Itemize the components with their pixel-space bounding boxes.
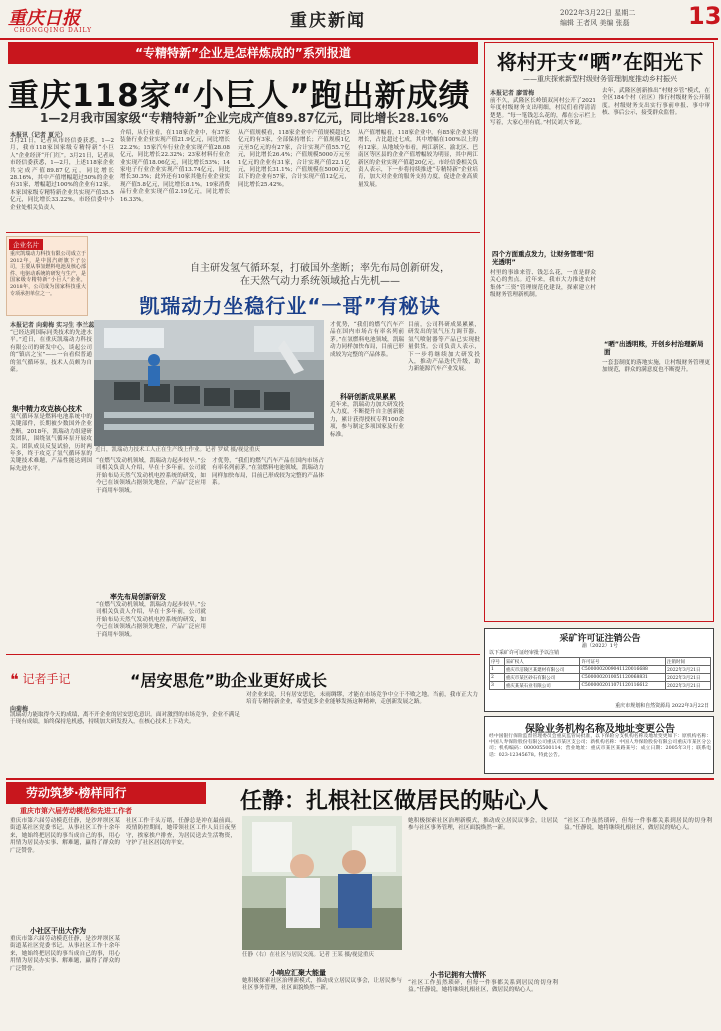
village-finance-subheadline: ——重庆探索新型村级财务管理制度推动乡村振兴 (523, 75, 677, 83)
feature-kicker-line1: 自主研发氢气循环泵，打破国外垄断；率先布局创新研发， (190, 263, 450, 274)
insurance-notice (484, 716, 714, 774)
table-cell: 2 (490, 674, 505, 682)
labor-photo (242, 816, 402, 950)
labor-col1b: 重庆市第六届劳动模范任静，是沙坪坝区某街道某社区党委书记。从事社区工作十余年来，她始终把居民的事当成自己的事，用心用情为居民办实事、解难题，赢得了群众的广泛赞誉。 (10, 936, 120, 972)
labor-subhead-1: 小社区干出大作为 (30, 927, 86, 935)
date-line: 2022年3月22日 星期二 (560, 9, 636, 17)
labor-series-banner: 劳动筑梦·榜样同行 (6, 782, 206, 804)
lead-headline: 重庆118家“小巨人”跑出新成绩 (8, 78, 471, 114)
feature-subhead-3: 科研创新成果累累 (340, 393, 396, 401)
table-cell: 2022年3月21日 (665, 674, 710, 682)
permit-notice-title: 采矿许可证注销公告 (559, 634, 641, 644)
company-card-title: 企业名片 (9, 239, 43, 250)
feature-kicker (160, 262, 480, 288)
labor-subhead-2: 小响应汇聚大能量 (270, 969, 326, 977)
lead-body-col2: 介绍，从行业看，在118家企业中，有37家装备行业企业实现产值21.9亿元，同比增长22.2%；15家汽车行业企业实现产值28.08亿元，同比增长22.32%；23家材料行业企业实现产值18.06亿元，同比增长53%；14家电子行业企业实现产值13.74亿元，同比增长30.3%；此外还有10家其他行业企业实现产值5.8亿元，同比增长8.1%，19家消费品行业企业实现产值2.19亿元，同比增长16.33%。 (120, 130, 230, 203)
table-header: 序号 (490, 658, 505, 666)
feature-col1b: 氢气循环泵是燃料电池系统中的关键部件，长期被少数国外企业垄断。2018年，凯瑞动力组建研发团队，围绕氢气循环泵开展攻关。团队成员反复试验，历时两年多，终于攻克了氢气循环泵的关键技术难题，产品性能达到国际先进水平。 (10, 414, 92, 472)
reporter-notes-col1: 凯瑞动力能取得今天的成绩，离不开企业的居安思危意识。面对激烈的市场竞争，企业不满足于现有成绩，始终保持危机感，持续加大研发投入，在核心技术上下功夫。 (10, 712, 240, 726)
newspaper-logo: 重庆日报 (8, 8, 80, 29)
section-divider (6, 654, 480, 655)
feature-col3-top: 才优势，“我们的燃气汽车产品在国内市场占有率名列前茅。”在氢燃料电池领域，凯瑞动力同样加快布局，目前已形成较为完整的产品体系。 (330, 322, 404, 358)
feature-col4: 目前，公司科研成果累累，研发出的氢气压力调节器、氢气喷射器等产品已实现批量供货。公司负责人表示，下一步将继续加大研发投入，推动产品迭代升级，助力新能源汽车产业发展。 (408, 322, 480, 373)
series-banner: “专精特新”企业是怎样炼成的”系列报道 (8, 42, 478, 64)
table-cell: 3 (490, 682, 505, 690)
labor-col4: “社区工作虽然琐碎，但每一件事都关系到居民的切身利益。”任静说，她将继续扎根社区，做居民的贴心人。 (408, 980, 558, 994)
lead-body-col1: 3月21日，记者从市经信委获悉，1—2月，我市118家国家级专精特新“小巨人”企业经济“开门红”。3月21日，记者从市经信委获悉，1—2月，上述118家企业共完成产值89.87亿元，同比增长28.16%，其中产值增幅超过50%的企业有31家，增幅超过100%的企业有12家。本家国家级专精特新企业共实现产值35.5亿元，同比增长33.22%。市经信委中小企业处相关负责人 (10, 138, 114, 211)
village-finance-subhead-1: 四个方面重点发力，让财务管理“阳光透明” (492, 250, 594, 266)
page-number: 13 (688, 2, 721, 30)
table-header: 采矿权人 (504, 658, 580, 666)
table-cell: 1 (490, 666, 505, 674)
table-cell: 重庆市某区砂石有限公司 (504, 674, 580, 682)
village-finance-col1: 前不久，武隆区长岭镇双河村公开了2021年度村级财务支出明细，村民们看得清清楚楚。“每一笔钱怎么花的，都在公示栏上写着，大家心里有底。”村民刘大爷说。 (490, 98, 596, 127)
labor-headline: 任静：扎根社区做居民的贴心人 (240, 789, 549, 814)
labor-subhead-3: 小书记拥有大情怀 (430, 971, 486, 979)
table-cell: 重庆市涪陵区某建材有限公司 (504, 666, 580, 674)
labor-photo-caption: 任静（右）在社区与居民交流。记者 王某 摄/视觉重庆 (242, 952, 374, 958)
village-finance-col2b: 一套套制度的落地实施，让村级财务管理更加规范，群众的满意度也不断提升。 (602, 360, 710, 374)
table-cell: 2022年3月21日 (665, 666, 710, 674)
lead-body-col3: 从产值规模看，118家企业中产值规模超过5亿元的有3家，全部保持增长；产值规模1亿元至5亿元的有27家，合计实现产值55.7亿元，同比增长26.4%；产值规模5000万元至1亿元的企业有31家，合计实现产值22.1亿元，同比增长31.1%；产值规模在5000万元以下的企业有57家，合计实现产值12亿元，同比增长25.42%。 (238, 130, 350, 188)
table-cell: 2022年3月21日 (665, 682, 710, 690)
feature-kicker-line2: 在天然气动力系统领域抢占先机—— (240, 276, 400, 287)
feature-byline: 本报记者 向菊梅 实习生 李兰蕊 (10, 322, 95, 329)
table-header: 许可证号 (580, 658, 665, 666)
labor-col1: 重庆市第六届劳动模范任静，是沙坪坝区某街道某社区党委书记。从事社区工作十余年来，她始终把居民的事当成自己的事，用心用情为居民办实事、解难题，赢得了群众的广泛赞誉。 (10, 818, 120, 854)
section-divider (6, 232, 480, 233)
reporter-notes-label (10, 670, 110, 700)
company-card-body: 重庆凯瑞动力科技有限公司成立于2012年，是中国汽研旗下子公司，主要从事氢燃料电池及核心部件、电驱动系统的研发与生产，是国家级专精特新“小巨人”企业，2018年，公司成为国家科技重大专项承担单位之一。 (10, 251, 86, 297)
permit-notice (484, 628, 714, 712)
table-cell: 重庆某某石业有限公司 (504, 682, 580, 690)
masthead (0, 0, 721, 40)
editor-line: 编辑 王者风 美编 张磊 (560, 19, 630, 27)
factory-photo (94, 320, 324, 446)
permit-notice-footer: 重庆市规划和自然资源局 2022年3月22日 (615, 703, 709, 709)
section-title: 重庆新闻 (290, 11, 366, 31)
labor-col2: 社区工作千头万绪，任静总是冲在最前面。疫情防控期间，她带领社区工作人员日夜坚守，挨家挨户排查，为居民送去生活物资，守护了社区居民的平安。 (126, 818, 236, 847)
section-divider (6, 778, 714, 780)
village-finance-col1b: 村里的事谁来管、钱怎么花，一直是群众关心的焦点。近年来，我市大力推进农村集体“三资”管理规范化建设，探索建立村级财务管理新机制。 (490, 270, 596, 299)
labor-col3b: 她积极探索社区治理新模式，推动成立居民议事会，让居民参与社区事务管理，社区面貌焕然一新。 (408, 818, 558, 832)
labor-series-sub: 重庆市第六届劳动模范和先进工作者 (20, 806, 132, 815)
table-cell: C5000002010051120068831 (580, 674, 665, 682)
feature-subhead-1: 集中精力攻克核心技术 (12, 405, 82, 413)
lead-byline: 本报讯（记者 夏元） (10, 132, 67, 139)
feature-col2b: “在燃气发动机领域，凯瑞动力起步较早。”公司相关负责人介绍，早在十多年前，公司就开始布局天然气发动机电控系统的研发，如今已在该领域占据领先地位，产品广泛应用于商用车领域。 (96, 602, 206, 638)
table-cell: C5000002011071120116612 (580, 682, 665, 690)
table-cell: C5000002009041120016688 (580, 666, 665, 674)
lead-body-col4: 从产值增幅看，118家企业中，有85家企业实现增长，占比超过七成，其中增幅在100%以上的有12家。从地域分布看，两江新区、渝北区、巴南区等区县的企业产值增幅较为明显，其中两江新区的企业实现产值超20亿元。市经信委相关负责人表示，下一步将持续推进“专精特新”企业培育，加大对企业的服务支持力度，促进企业高质量发展。 (358, 130, 478, 188)
reporter-notes-text: 记者手记 (22, 672, 71, 686)
table-header: 注销时间 (665, 658, 710, 666)
permit-notice-table (489, 657, 711, 690)
village-finance-col2: 去年，武隆区创新推出“村财乡管”模式，在全区184个村（社区）推行村级财务公开制度。村级财务支出实行事前申报、事中审核、事后公示，接受群众监督。 (602, 88, 710, 117)
newspaper-logo-sub: CHONGQING DAILY (14, 27, 93, 34)
reporter-notes-col2: 对企业来说，只有居安思危，未雨绸缪，才能在市场竞争中立于不败之地。当前，我市正大力培育专精特新企业，希望更多企业能够发扬这种精神，走创新发展之路。 (246, 692, 478, 706)
permit-notice-intro: 以下采矿许可证经审批予以注销 (489, 650, 560, 656)
feature-subhead-2: 率先布局创新研发 (110, 593, 166, 601)
village-finance-byline: 本报记者 廖雪梅 (490, 90, 535, 97)
feature-col2: “在燃气发动机领域，凯瑞动力起步较早。”公司相关负责人介绍，早在十多年前，公司就开始布局天然气发动机电控系统的研发，如今已在该领域占据领先地位，产品广泛应用于商用车领域。 (96, 458, 206, 494)
table-row (490, 674, 711, 682)
company-card (6, 236, 88, 316)
insurance-notice-title: 保险业务机构名称及地址变更公告 (525, 724, 675, 735)
permit-notice-number: 渝（2022）1号 (582, 643, 618, 649)
labor-col3: 她积极探索社区治理新模式，推动成立居民议事会，让居民参与社区事务管理，社区面貌焕然一新。 (242, 978, 402, 992)
feature-col1: “已经达到国际同类技术的先进水平。”近日，在重庆凯瑞动力科技有限公司的研发中心，谈起公司的“镇店之宝”——一台看似普通的氢气循环泵，技术人员颇为自豪。 (10, 330, 92, 374)
reporter-notes-byline: 向菊梅 (10, 706, 29, 713)
village-finance-subhead-2: “晒”出透明账，开创乡村治理新局面 (604, 340, 704, 356)
factory-photo-caption: 近日，凯瑞动力技术工人正在生产线上作业。记者 罗斌 摄/视觉重庆 (95, 447, 260, 453)
lead-subheadline: 1—2月我市国家级“专精特新”企业完成产值89.87亿元，同比增长28.16% (40, 111, 449, 125)
table-row (490, 682, 711, 690)
table-row (490, 666, 711, 674)
village-finance-headline: 将村开支“晒”在阳光下 (496, 50, 704, 74)
reporter-notes-headline: “居安思危”助企业更好成长 (130, 671, 328, 690)
feature-col3b: 近年来，凯瑞动力加大研发投入力度，不断提升自主创新能力，累计获得授权专利100余项，参与制定多项国家及行业标准。 (330, 402, 404, 438)
table-header-row (490, 658, 711, 666)
insurance-notice-body: 经中国银行保险监督管理委员会重庆监管局批准，以下保险分支机构名称及地址变更如下：原机构名称：中国人寿保险股份有限公司重庆市某区支公司；新机构名称：中国人寿保险股份有限公司重庆市某区分公司；机构编码：000005500114；营业地址：重庆市某区某路某号；成立日期：2005年3月；联系电话：023-12345678。特此公告。 (489, 734, 711, 758)
quote-icon: ❝ (10, 670, 19, 689)
masthead-rule (0, 38, 718, 40)
issue-date (560, 8, 635, 28)
labor-col4b: “社区工作虽然琐碎，但每一件事都关系到居民的切身利益。”任静说，她将继续扎根社区，做居民的贴心人。 (564, 818, 712, 832)
feature-headline: 凯瑞动力坐稳行业“一哥”有秘诀 (139, 294, 441, 318)
feature-col3: 才优势，“我们的燃气汽车产品在国内市场占有率名列前茅。”在氢燃料电池领域，凯瑞动力同样加快布局，目前已形成较为完整的产品体系。 (212, 458, 324, 487)
